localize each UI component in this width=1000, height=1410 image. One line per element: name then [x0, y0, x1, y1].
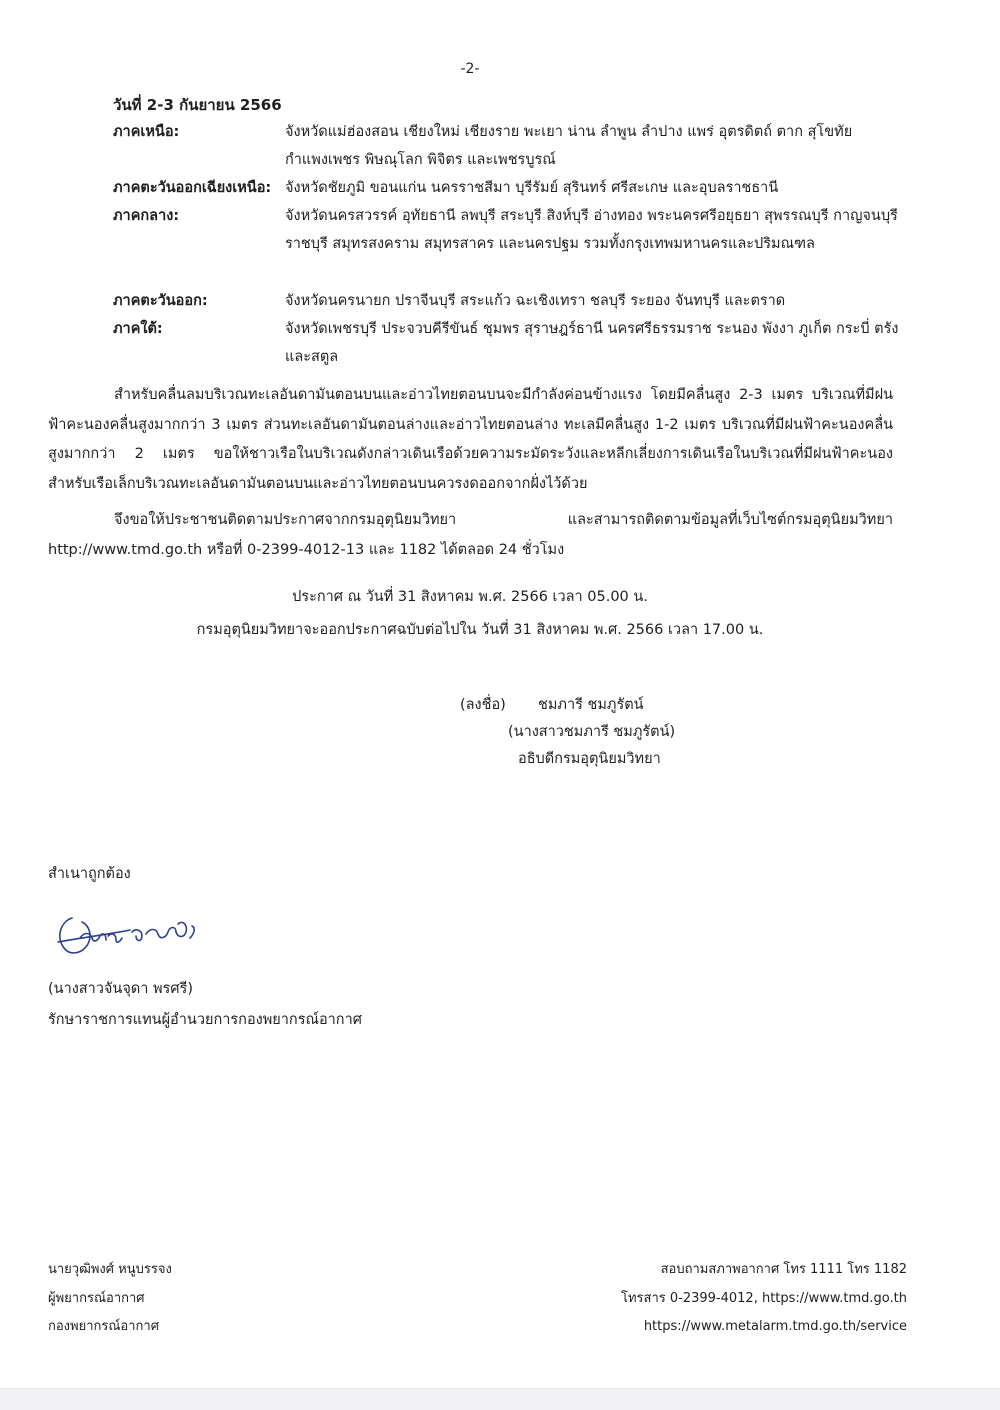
contact-metalarm-link[interactable]: https://www.metalarm.tmd.go.th/service — [643, 1319, 907, 1334]
region-name: ภาคตะวันออกเฉียงเหนือ: — [113, 180, 272, 196]
region-provinces: จังหวัดเพชรบุรี ประจวบคีรีขันธ์ ชุมพร สุราษฎร์ธานี นครศรีธรรมราช ระนอง พังงา ภูเก็ต กระบี่ ตรัง และสตูล — [285, 321, 899, 365]
signatory-block — [460, 692, 675, 773]
certified-copy-name: (นางสาวจันจุดา พรศรี) — [48, 981, 193, 997]
region-name: ภาคตะวันออก: — [113, 293, 208, 309]
contact-text: จึงขอให้ประชาชนติดตามประกาศจากกรมอุตุนิยมวิทยา และสามารถติดตามข้อมูลที่เว็บไซต์กรมอุตุนิยมวิทยา http://www.tmd.go.th หรือที่ 0-2399-4012-13 และ 1182 ได้ตลอด 24 ชั่วโมง — [48, 512, 893, 558]
region-provinces: จังหวัดแม่ฮ่องสอน เชียงใหม่ เชียงราย พะเยา น่าน ลำพูน ลำปาง แพร่ อุตรดิตถ์ ตาก สุโขทัย กำแพงเพชร พิษณุโลก พิจิตร และเพชรบูรณ์ — [285, 124, 853, 168]
region-east — [113, 287, 903, 315]
region-provinces: จังหวัดนครนายก ปราจีนบุรี สระแก้ว ฉะเชิงเทรา ชลบุรี ระยอง จันทบุรี และตราด — [285, 293, 786, 309]
contact-fax-website: โทรสาร 0-2399-4012, https://www.tmd.go.th — [621, 1290, 907, 1306]
viewer-bottom-strip — [0, 1388, 1000, 1410]
forecaster-title: ผู้พยากรณ์อากาศ — [48, 1290, 145, 1306]
region-central — [113, 202, 903, 286]
certified-copy-position: รักษาราชการแทนผู้อำนวยการกองพยากรณ์อากาศ — [48, 1012, 362, 1028]
handwritten-signature — [50, 898, 210, 968]
wave-conditions-text: สำหรับคลื่นลมบริเวณทะเลอันดามันตอนบนและอ่าวไทยตอนบนจะมีกำลังค่อนข้างแรง โดยมีคลื่นสูง 2-3 เมตร บริเวณที่มีฝนฟ้าคะนองคลื่นสูงมากกว่า 3 เมตร ส่วนทะเลอันดามันตอนล่างและอ่าวไทยตอนล่าง ทะเลมีคลื่นสูง 1-2 เมตร บริเวณที่มีฝนฟ้าคะนองคลื่นสูงมากกว่า 2 เมตร ขอให้ชาวเรือในบริเวณดังกล่าวเดินเรือด้วยความระมัดระวังและหลีกเลี่ยงการเดินเรือในบริเวณที่มีฝนฟ้าคะนอง สำหรับเรือเล็กบริเวณทะเลอันดามันตอนบนและอ่าวไทยตอนบนควรงดออกจากฝั่งไว้ด้วย — [48, 387, 893, 492]
forecaster-division: กองพยากรณ์อากาศ — [48, 1319, 159, 1334]
contact-paragraph — [48, 506, 893, 565]
region-provinces: จังหวัดนครสวรรค์ อุทัยธานี ลพบุรี สระบุรี สิงห์บุรี อ่างทอง พระนครศรีอยุธยา สุพรรณบุรี กาญจนบุรี ราชบุรี สมุทรสงคราม สมุทรสาคร และนครปฐม รวมทั้งกรุงเทพมหานครและปริมณฑล — [285, 208, 898, 252]
region-name: ภาคเหนือ: — [113, 124, 180, 140]
wave-conditions-paragraph — [48, 381, 893, 499]
next-announcement-time: กรมอุตุนิยมวิทยาจะออกประกาศฉบับต่อไปใน วันที่ 31 สิงหาคม พ.ศ. 2566 เวลา 17.00 น. — [196, 622, 764, 638]
certified-copy-label: สำเนาถูกต้อง — [48, 866, 131, 882]
region-provinces: จังหวัดชัยภูมิ ขอนแก่น นครราชสีมา บุรีรัมย์ สุรินทร์ ศรีสะเกษ และอุบลราชธานี — [285, 180, 779, 196]
region-name: ภาคใต้: — [113, 321, 163, 337]
footer-forecaster — [48, 1256, 172, 1342]
signed-label: (ลงชื่อ) — [460, 697, 506, 713]
page-number: -2- — [460, 61, 480, 77]
signed-name: ชมภารี ชมภูรัตน์ — [538, 697, 644, 713]
region-northeast — [113, 174, 903, 202]
announcement-time: ประกาศ ณ วันที่ 31 สิงหาคม พ.ศ. 2566 เวลา 05.00 น. — [292, 589, 648, 605]
region-north — [113, 118, 903, 174]
forecaster-name: นายวุฒิพงศ์ หนูบรรจง — [48, 1262, 172, 1277]
contact-phone: สอบถามสภาพอากาศ โทร 1111 โทร 1182 — [660, 1262, 907, 1277]
signatory-full-name: (นางสาวชมภารี ชมภูรัตน์) — [508, 724, 676, 740]
forecast-date-heading: วันที่ 2-3 กันยายน 2566 — [113, 96, 282, 114]
region-south — [113, 315, 903, 371]
region-name: ภาคกลาง: — [113, 208, 180, 224]
signatory-position: อธิบดีกรมอุตุนิยมวิทยา — [518, 751, 661, 767]
certified-copy-signer — [48, 974, 362, 1036]
footer-contact — [621, 1256, 907, 1342]
